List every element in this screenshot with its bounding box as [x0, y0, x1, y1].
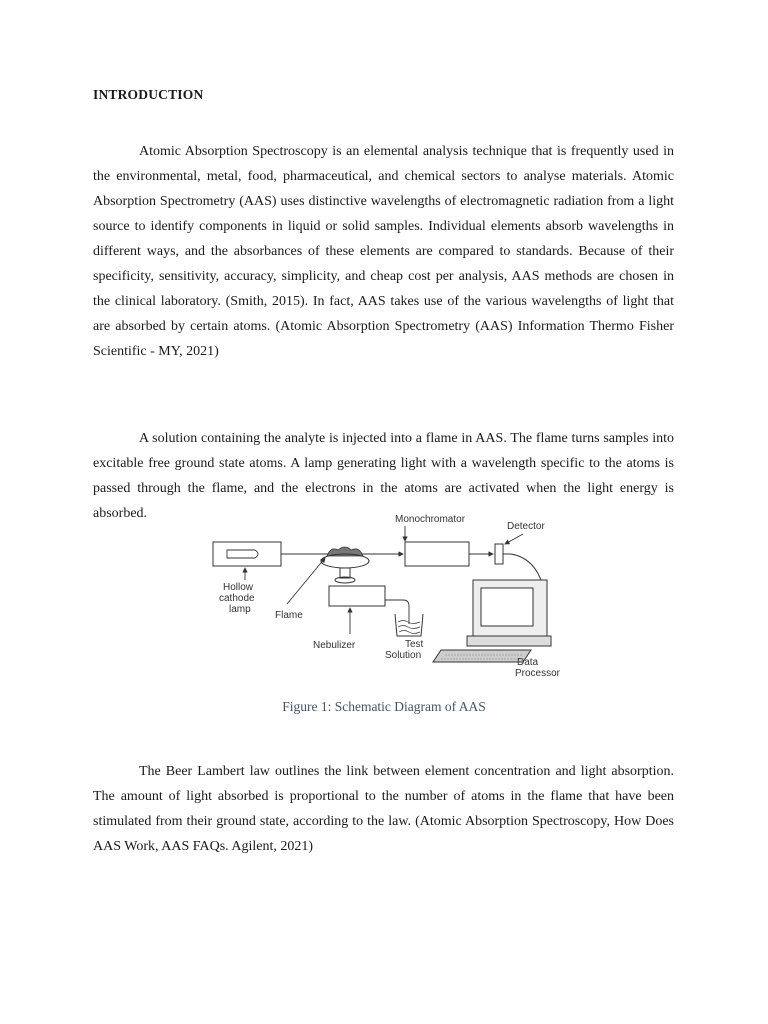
detector-box	[495, 544, 503, 564]
figure-caption: Figure 1: Schematic Diagram of AAS	[282, 699, 486, 714]
paragraph-3: The Beer Lambert law outlines the link between element concentration and light absorption. The amount of light absorbed is proportional to the number of atoms in the flame that have been stimulated from their ground state, according to the law. (Atomic Absorption Spectroscopy, How Does AAS Work, AAS FAQs. Agilent, 2021)	[93, 764, 674, 854]
label-data-processor-line-2: Processor	[515, 668, 561, 679]
label-nebulizer: Nebulizer	[313, 640, 356, 651]
hollow-cathode-lamp-shape	[213, 542, 281, 566]
capillary-tube	[385, 600, 409, 624]
label-test-solution-line-2: Solution	[385, 650, 422, 661]
section-heading: INTRODUCTION	[93, 87, 204, 102]
label-data-processor-line-1: Data	[517, 657, 539, 668]
label-lamp-line-1: Hollow	[223, 582, 254, 593]
detector-pointer-arrow	[505, 534, 523, 544]
label-test-solution-line-1: Test	[405, 639, 424, 650]
label-flame: Flame	[275, 610, 303, 621]
label-lamp-line-2: cathode	[219, 593, 255, 604]
paragraph-2: A solution containing the analyte is injected into a flame in AAS. The flame turns samples into excitable free ground state atoms. A lamp generating light with a wavelength specific to the atoms is passed through the flame, and the electrons in the atoms are activated when the light energy is absorbed.	[93, 431, 674, 521]
aas-schematic-diagram	[205, 506, 565, 684]
label-lamp-line-3: lamp	[229, 604, 251, 615]
monochromator-box	[405, 542, 469, 566]
flame-burner-shape	[321, 547, 369, 583]
nebulizer-box	[329, 586, 385, 606]
flame-pointer-arrow	[287, 558, 325, 604]
label-detector: Detector	[507, 521, 545, 532]
paragraph-1: Atomic Absorption Spectroscopy is an elemental analysis technique that is frequently used in the environmental, metal, food, pharmaceutical, and chemical sectors to analyse materials. Atomic Absorption Spectrometry (AAS) uses distinctive wavelengths of electromagnetic radiation from a light source to identify components in liquid or solid samples. Individual elements absorb wavelengths in different ways, and the absorbances of these elements are compared to standards. Because of their specificity, sensitivity, accuracy, simplicity, and cheap cost per analysis, AAS methods are chosen in the clinical laboratory. (Smith, 2015). In fact, AAS takes use of the various wavelengths of light that are absorbed by certain atoms. (Atomic Absorption Spectrometry (AAS) Information Thermo Fisher Scientific - MY, 2021)	[93, 144, 674, 359]
label-monochromator: Monochromator	[395, 514, 466, 525]
data-processor-computer	[433, 580, 551, 662]
